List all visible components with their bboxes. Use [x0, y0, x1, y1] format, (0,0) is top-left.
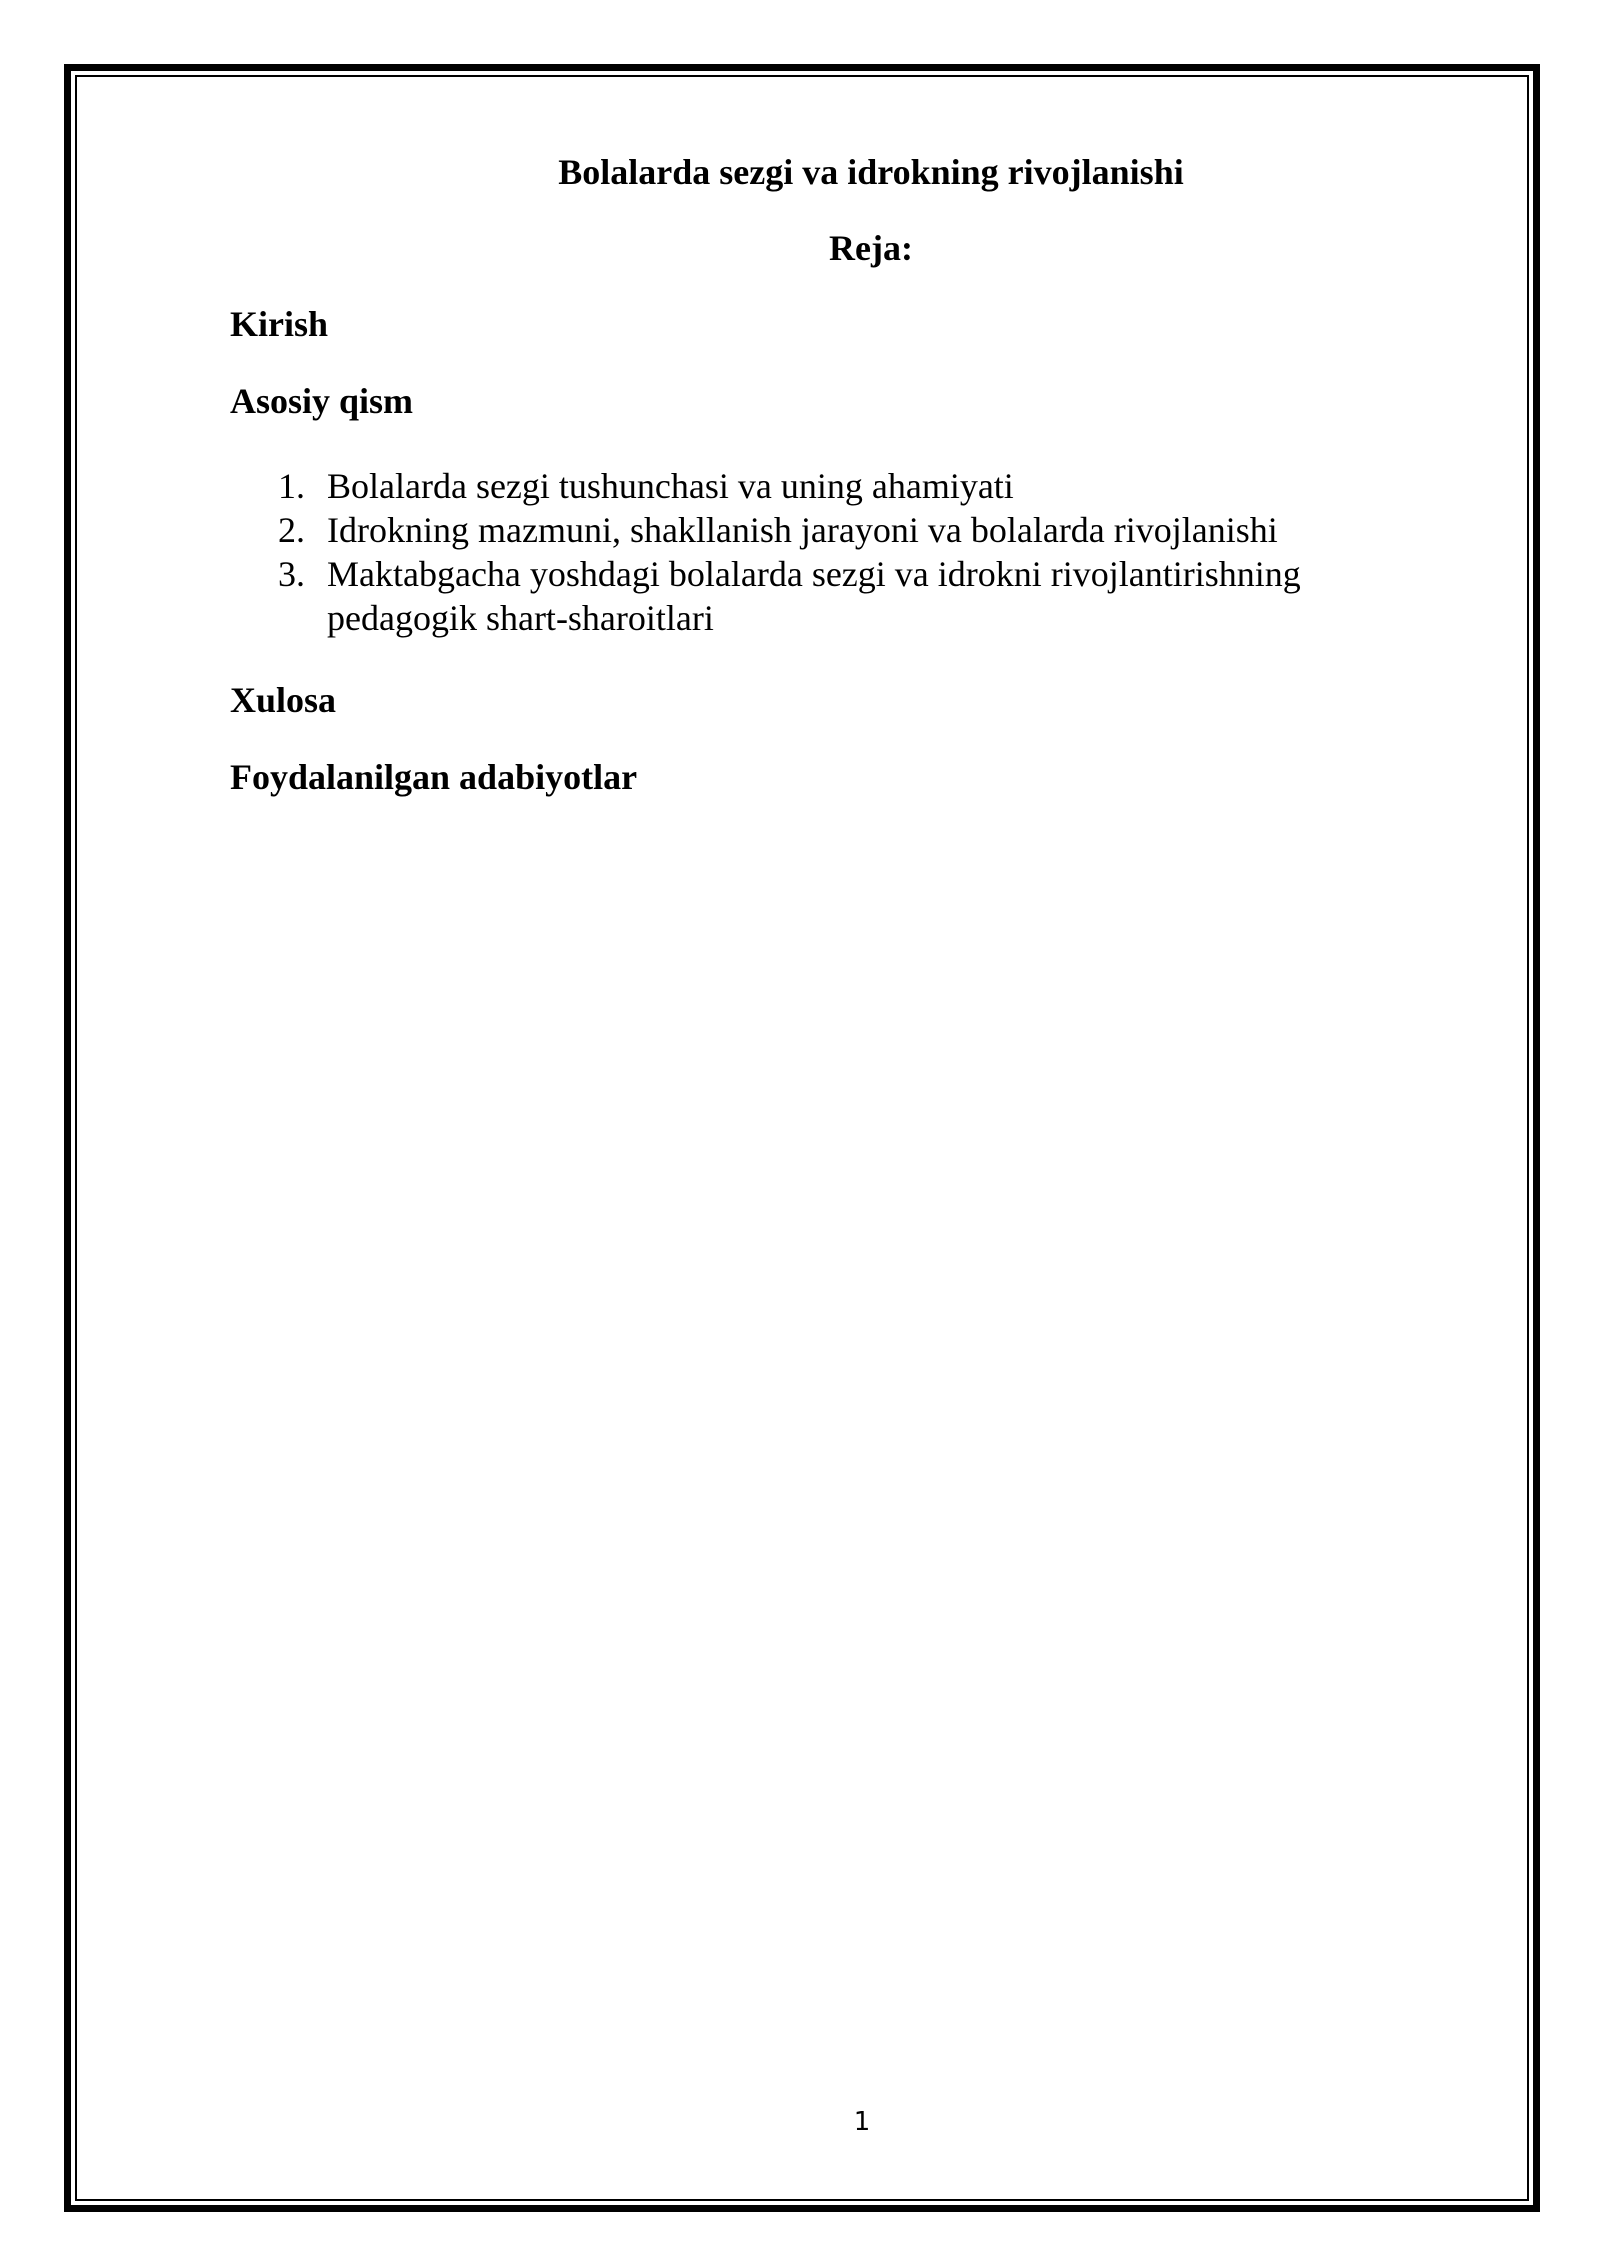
plan-list	[230, 464, 1410, 640]
plan-list-item	[230, 508, 1410, 552]
plan-list-item	[230, 552, 1410, 640]
plan-item-number: 1.	[278, 466, 305, 506]
plan-item-text: Idrokning mazmuni, shakllanish jarayoni va bolalarda rivojlanishi	[327, 510, 1278, 550]
page-number: 1	[853, 2107, 871, 2137]
section-main: Asosiy qism	[230, 381, 414, 421]
plan-item-number: 2.	[278, 510, 305, 550]
section-references: Foydalanilgan adabiyotlar	[230, 757, 638, 797]
plan-list-item	[230, 464, 1410, 508]
list-spacer	[230, 456, 1410, 464]
document-title: Bolalarda sezgi va idrokning rivojlanishi	[558, 152, 1184, 192]
section-conclusion: Xulosa	[230, 680, 337, 720]
section-intro: Kirish	[230, 304, 329, 344]
plan-item-number: 3.	[278, 554, 305, 594]
page-content	[230, 150, 1410, 832]
plan-item-text: Bolalarda sezgi tushunchasi va uning ahamiyati	[327, 466, 1014, 506]
plan-heading: Reja:	[829, 228, 913, 268]
plan-item-text: Maktabgacha yoshdagi bolalarda sezgi va idrokni rivojlantirishning pedagogik shart-sharoitlari	[327, 554, 1301, 638]
